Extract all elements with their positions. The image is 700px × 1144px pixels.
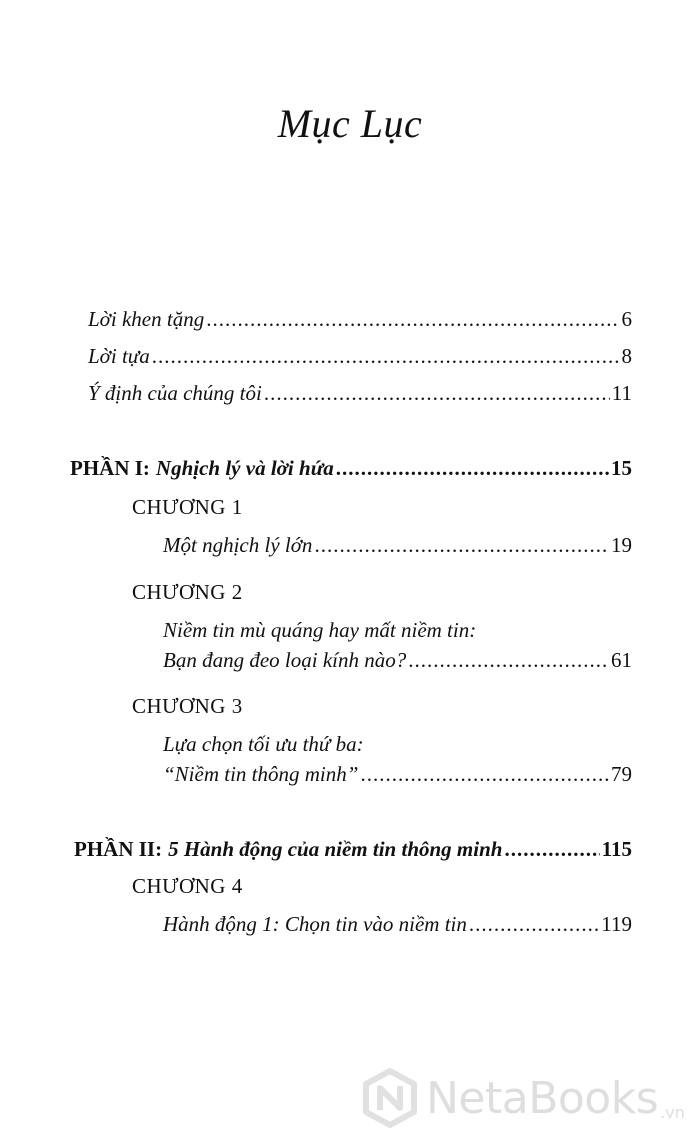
chapter-title-line2: Bạn đang đeo loại kính nào? xyxy=(163,648,407,672)
toc-chapter-3[interactable] xyxy=(163,761,632,787)
netabooks-watermark xyxy=(362,1068,685,1128)
toc-entry-label: Ý định của chúng tôi xyxy=(88,381,262,405)
chapter-title: Một nghịch lý lớn xyxy=(163,533,313,557)
dot-leader xyxy=(264,380,610,406)
chapter-heading-2: CHƯƠNG 2 xyxy=(132,580,243,604)
toc-entry-label: Lời tựa xyxy=(88,344,150,368)
toc-entry-y-dinh[interactable] xyxy=(88,380,632,406)
toc-entry-page: 11 xyxy=(611,381,632,405)
dot-leader xyxy=(314,532,609,558)
dot-leader xyxy=(469,911,599,937)
page-title: Mục Lục xyxy=(277,101,423,146)
watermark-brand: NetaBooks xyxy=(426,1072,659,1124)
toc-entry-page: 8 xyxy=(621,344,632,368)
chapter-page: 61 xyxy=(611,648,632,672)
part-title: 5 Hành động của niềm tin thông minh xyxy=(168,837,503,861)
dot-leader xyxy=(336,455,609,481)
toc-part-2[interactable] xyxy=(74,836,632,862)
chapter-heading-3: CHƯƠNG 3 xyxy=(132,694,243,718)
chapter-title: Hành động 1: Chọn tin vào niềm tin xyxy=(163,912,467,936)
chapter-page: 119 xyxy=(601,912,632,936)
part-page: 115 xyxy=(601,837,632,861)
chapter-heading-4: CHƯƠNG 4 xyxy=(132,874,243,898)
toc-entry-loi-tua[interactable] xyxy=(88,343,632,369)
toc-chapter-2[interactable] xyxy=(163,647,632,673)
watermark-suffix: .vn xyxy=(660,1103,685,1122)
toc-chapter-4[interactable] xyxy=(163,911,632,937)
toc-part-1[interactable] xyxy=(70,455,632,481)
dot-leader xyxy=(206,306,619,332)
netabooks-logo-icon xyxy=(362,1068,418,1128)
chapter-page: 19 xyxy=(611,533,632,557)
chapter-heading-1: CHƯƠNG 1 xyxy=(132,495,243,519)
chapter-title-line2: “Niềm tin thông minh” xyxy=(163,762,359,786)
dot-leader xyxy=(360,761,609,787)
toc-entry-loi-khen-tang[interactable] xyxy=(88,306,632,332)
toc-chapter-1[interactable] xyxy=(163,532,632,558)
dot-leader xyxy=(504,836,599,862)
part-prefix: PHẦN I: xyxy=(70,456,150,480)
part-prefix: PHẦN II: xyxy=(74,837,163,861)
chapter-title-line1[interactable]: Niềm tin mù quáng hay mất niềm tin: xyxy=(163,618,477,642)
toc-entry-page: 6 xyxy=(621,307,632,331)
part-page: 15 xyxy=(611,456,632,480)
chapter-title-line1[interactable]: Lựa chọn tối ưu thứ ba: xyxy=(163,732,364,756)
dot-leader xyxy=(408,647,609,673)
chapter-page: 79 xyxy=(611,762,632,786)
part-title: Nghịch lý và lời hứa xyxy=(155,456,334,480)
dot-leader xyxy=(152,343,620,369)
toc-entry-label: Lời khen tặng xyxy=(88,307,205,331)
